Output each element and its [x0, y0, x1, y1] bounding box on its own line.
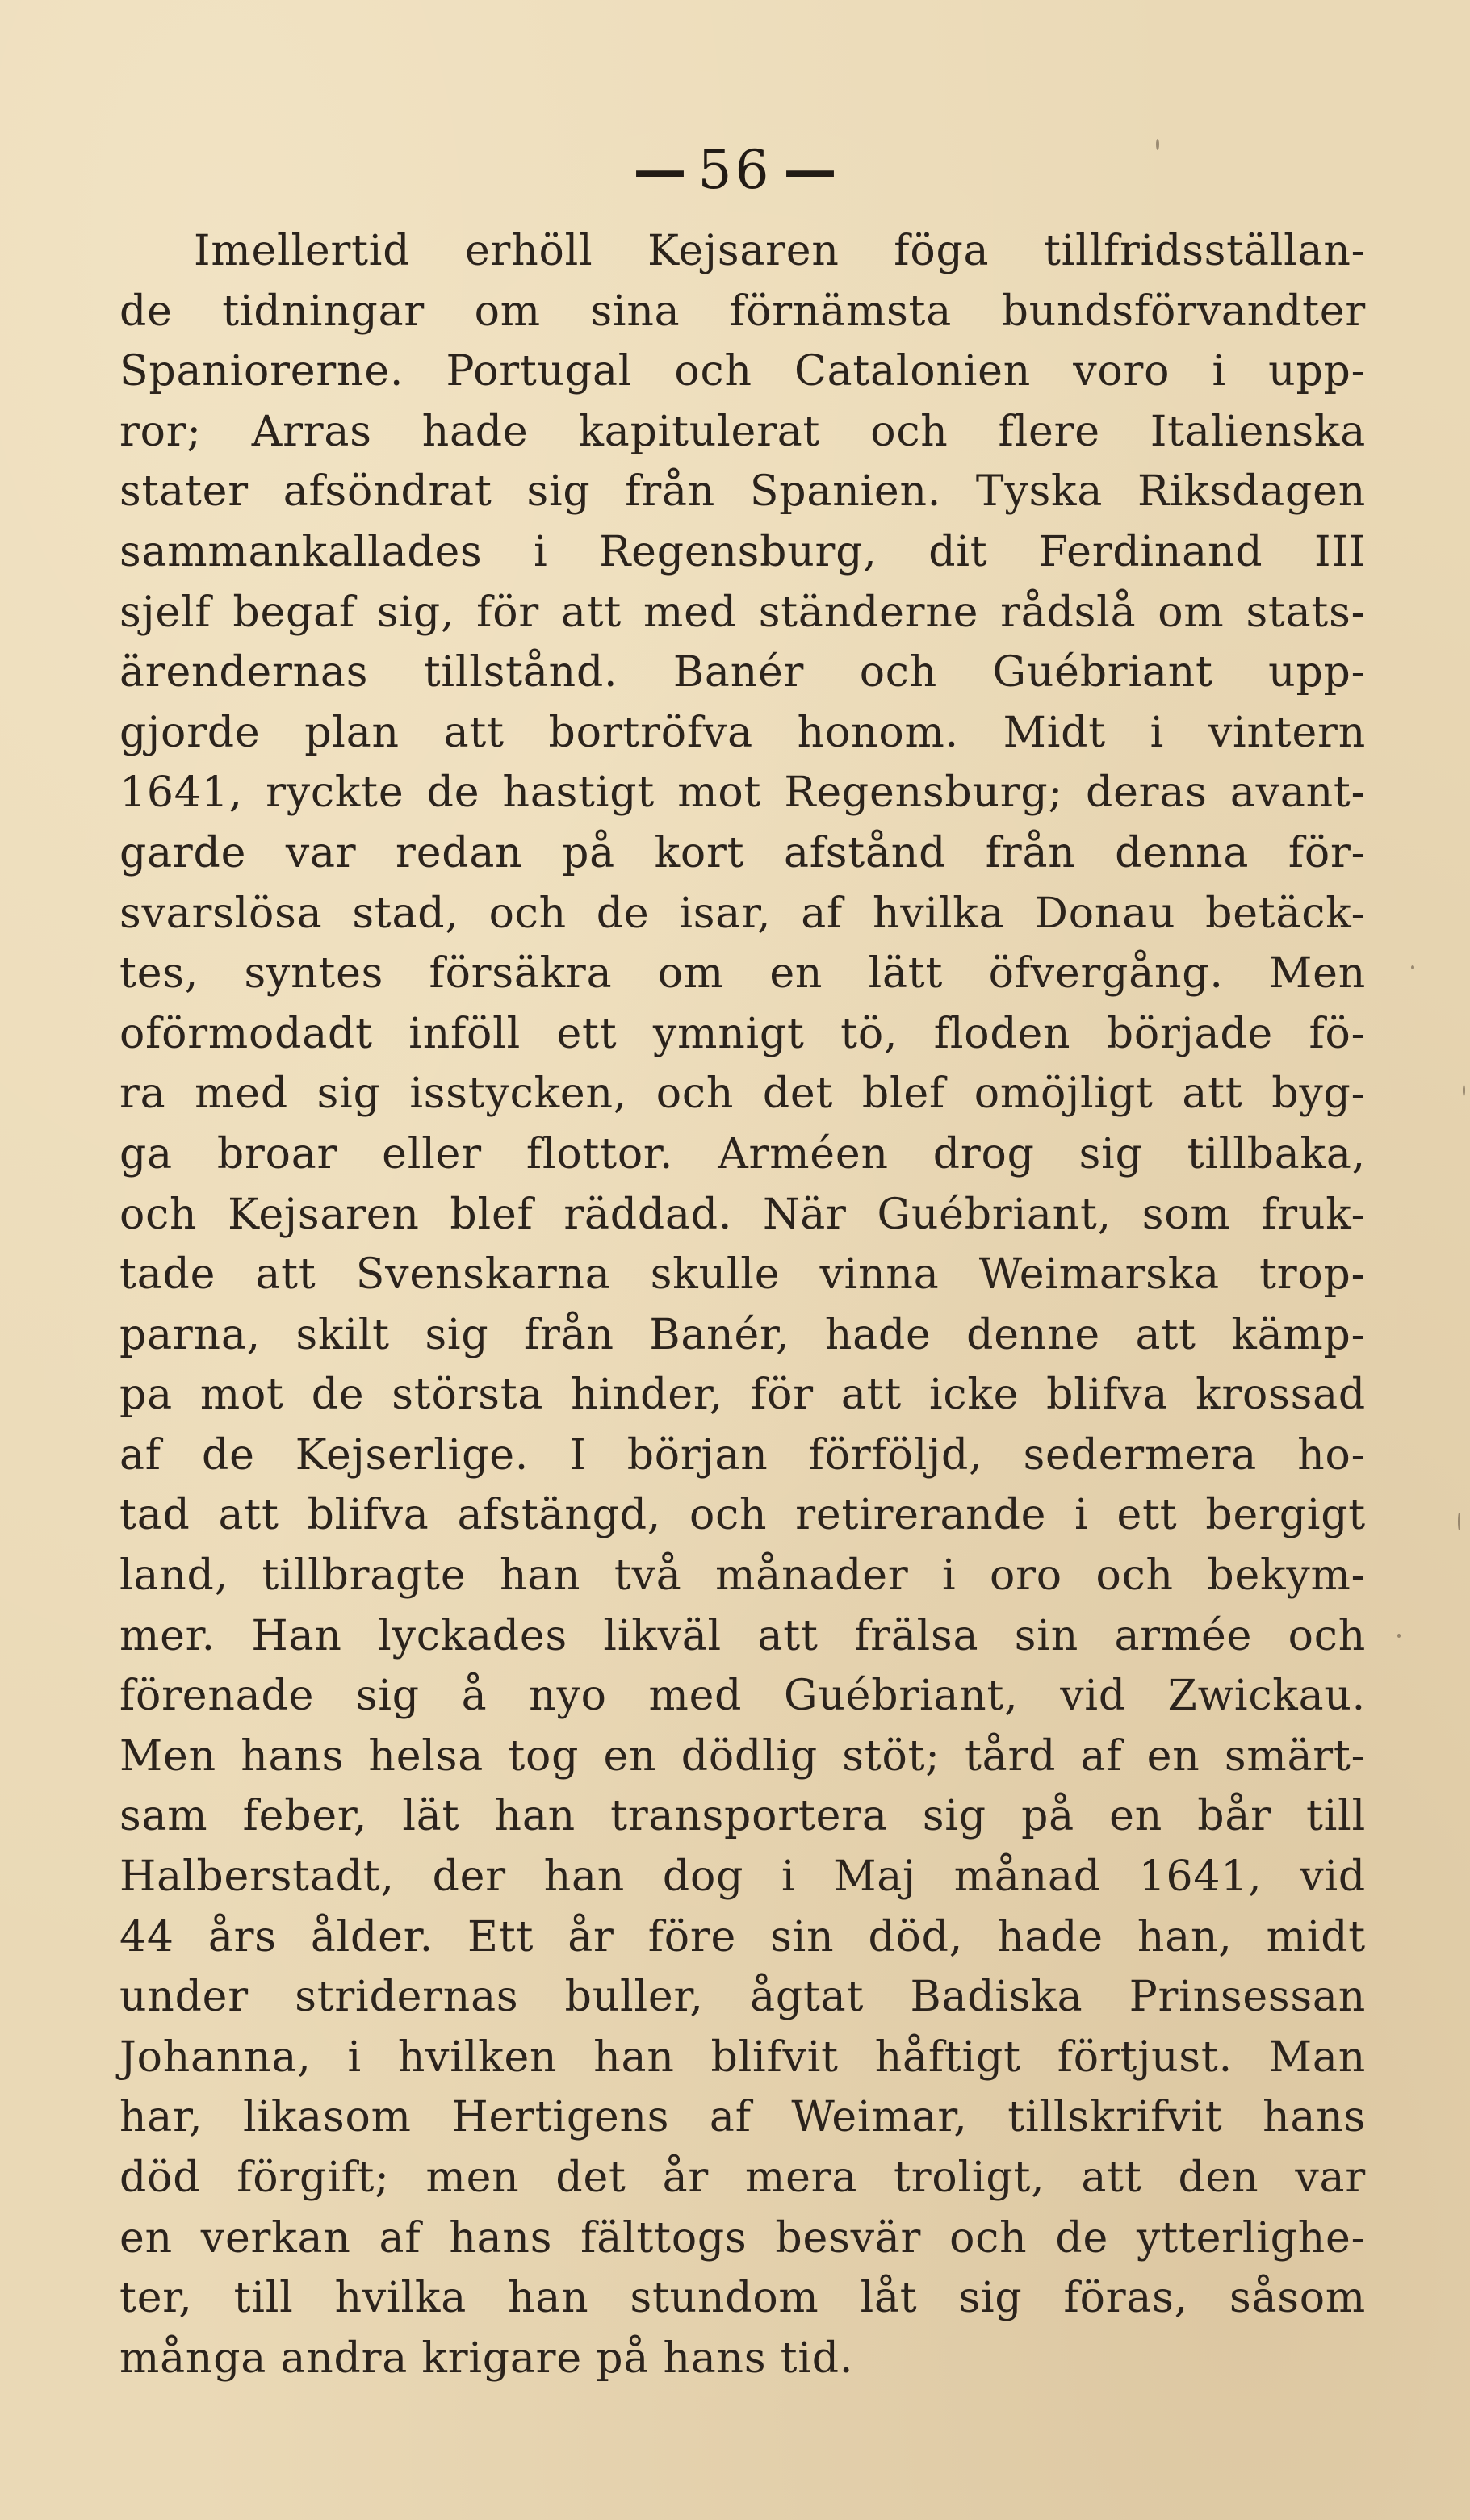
text-line: sammankallades i Regensburg, dit Ferdinand III [119, 527, 1366, 576]
text-line: ga broar eller flottor. Arméen drog sig tillbaka, [119, 1129, 1366, 1178]
text-line: har, likasom Hertigens af Weimar, tillskrifvit hans [119, 2093, 1366, 2142]
header-dash-right: — [783, 138, 837, 201]
text-line: ter, till hvilka han stundom låt sig föras, såsom [119, 2274, 1366, 2323]
paper-speck [1397, 1634, 1401, 1638]
text-line: tes, syntes försäkra om en lätt öfvergång. Men [119, 949, 1366, 998]
text-line: många andra krigare på hans tid. [119, 2334, 854, 2383]
text-line: 1641, ryckte de hastigt mot Regensburg; deras avant- [119, 768, 1366, 818]
text-line: Halberstadt, der han dog i Maj månad 1641, vid [119, 1852, 1366, 1902]
body-text [119, 221, 1366, 2388]
text-line: och Kejsaren blef räddad. När Guébriant, som fruk- [119, 1190, 1366, 1239]
text-line: pa mot de största hinder, för att icke blifva krossad [119, 1371, 1366, 1420]
text-line: oförmodadt inföll ett ymnigt tö, floden började fö- [119, 1009, 1366, 1058]
paper-speck [1411, 965, 1414, 969]
text-line: garde var redan på kort afstånd från denna för- [119, 828, 1366, 877]
text-line: Johanna, i hvilken han blifvit håftigt förtjust. Man [119, 2032, 1366, 2082]
text-line: ärendernas tillstånd. Banér och Guébriant upp- [119, 648, 1366, 697]
paper-speck [1463, 1085, 1465, 1096]
text-line: under stridernas buller, ågtat Badiska Prinsessan [119, 1973, 1366, 2022]
text-line: stater afsöndrat sig från Spanien. Tyska Riksdagen [119, 467, 1366, 517]
text-line: Imellertid erhöll Kejsaren föga tillfridsställan- [194, 227, 1366, 275]
text-line: Spaniorerne. Portugal och Catalonien voro i upp- [119, 347, 1366, 396]
page-header [0, 137, 1470, 203]
text-line: af de Kejserlige. I början förföljd, sedermera ho- [119, 1430, 1366, 1480]
text-line: ror; Arras hade kapitulerat och flere Italienska [119, 407, 1366, 456]
text-line: mer. Han lyckades likväl att frälsa sin armée och [119, 1611, 1366, 1660]
text-line: tade att Svenskarna skulle vinna Weimarska trop- [119, 1250, 1366, 1300]
text-line: en verkan af hans fälttogs besvär och de ytterlighe- [119, 2213, 1366, 2263]
text-line: tad att blifva afstängd, och retirerande i ett bergigt [119, 1491, 1366, 1540]
header-dash-left: — [633, 138, 687, 201]
paper-speck [1156, 139, 1159, 150]
text-line: de tidningar om sina förnämsta bundsförvandter [119, 287, 1366, 336]
paper-speck [1458, 1513, 1460, 1530]
text-line: Men hans helsa tog en dödlig stöt; tård af en smärt- [119, 1731, 1366, 1781]
text-line: ra med sig isstycken, och det blef omöjligt att byg- [119, 1070, 1366, 1119]
text-line: land, tillbragte han två månader i oro och bekym- [119, 1551, 1366, 1601]
text-line: förenade sig å nyo med Guébriant, vid Zwickau. [119, 1672, 1366, 1721]
page-number: 56 [697, 139, 773, 201]
text-line: svarslösa stad, och de isar, af hvilka Donau betäck- [119, 889, 1366, 938]
text-line: gjorde plan att bortröfva honom. Midt i vintern [119, 708, 1366, 757]
text-line: död förgift; men det år mera troligt, att den var [119, 2154, 1366, 2202]
text-line: sjelf begaf sig, för att med ständerne rådslå om stats- [119, 588, 1366, 637]
text-line: sam feber, lät han transportera sig på en bår till [119, 1792, 1366, 1841]
text-line: parna, skilt sig från Banér, hade denne att kämp- [119, 1310, 1366, 1359]
text-line: 44 års ålder. Ett år före sin död, hade han, midt [119, 1912, 1366, 1961]
